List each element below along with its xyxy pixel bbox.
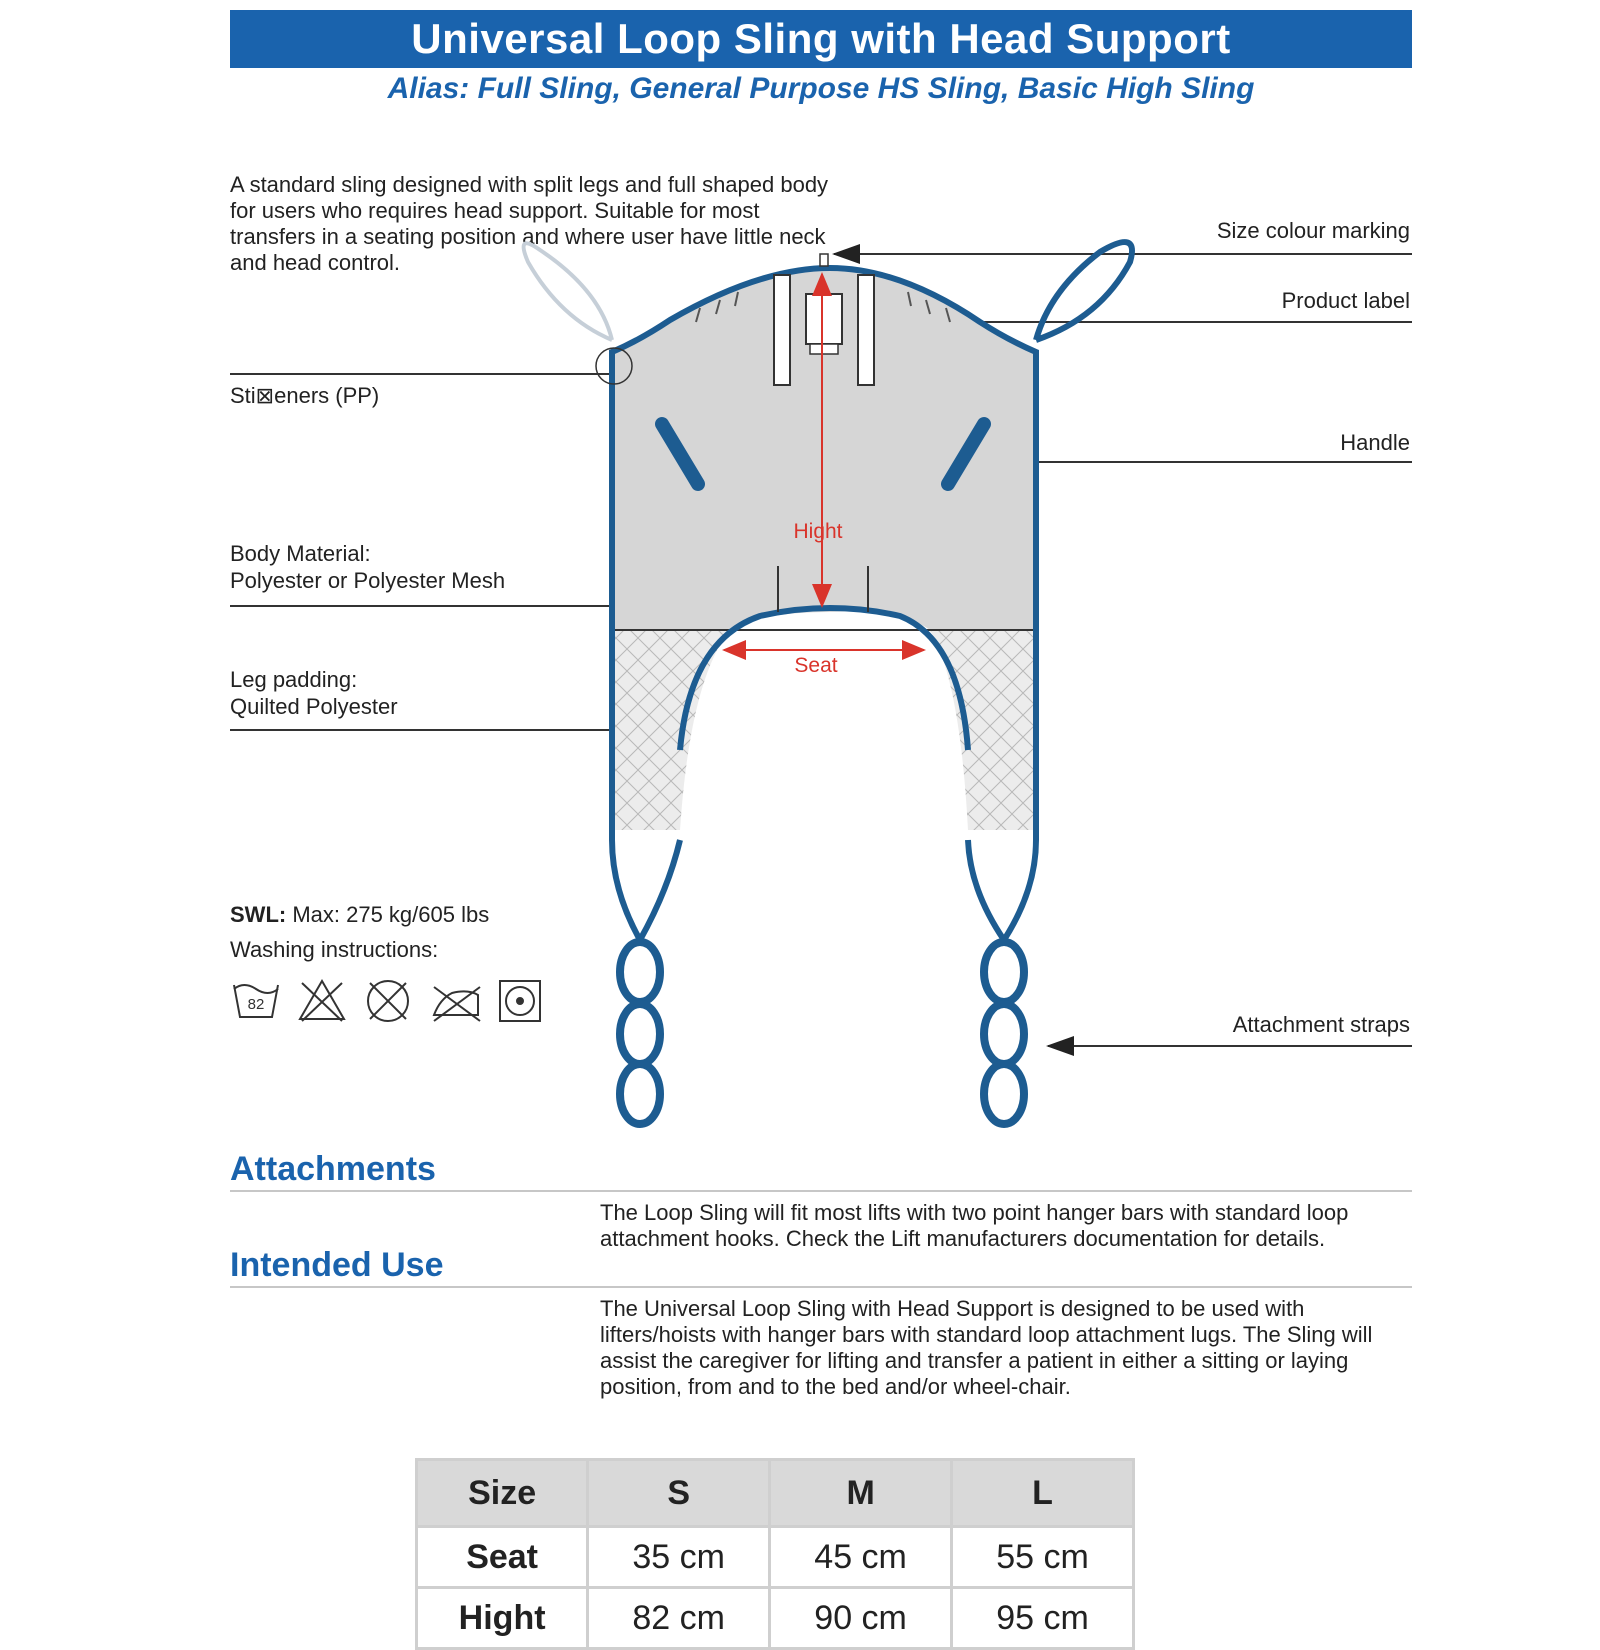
no-tumble-dry-icon	[368, 981, 408, 1021]
product-label-label: Product label	[1281, 288, 1410, 313]
body-material-value: Polyester or Polyester Mesh	[230, 568, 506, 593]
hight-dimension-label: Hight	[793, 520, 843, 543]
size-s-header: S	[588, 1460, 770, 1527]
seat-s-value: 35 cm	[588, 1527, 770, 1588]
attachments-heading: Attachments	[230, 1150, 436, 1188]
attachment-straps-left	[620, 942, 660, 1124]
attachment-straps-right	[984, 942, 1024, 1124]
wash-82-icon	[234, 985, 278, 1017]
hight-row-label: Hight	[417, 1588, 588, 1649]
handle-label: Handle	[1340, 430, 1410, 455]
no-bleach-icon	[300, 981, 344, 1021]
size-m-header: M	[770, 1460, 952, 1527]
size-table-header	[417, 1460, 1134, 1527]
head-loop-right	[1036, 242, 1132, 340]
swl-label: SWL:	[230, 902, 287, 927]
leg-padding-left	[612, 630, 730, 830]
product-label-box	[806, 294, 842, 344]
attachments-text: The Loop Sling will fit most lifts with two point hanger bars with standard loop attachment hooks. Check the Lift manufacturers documentation for details.	[600, 1200, 1349, 1251]
swl-value: Max: 275 kg/605 lbs	[292, 902, 490, 927]
size-header: Size	[417, 1460, 588, 1527]
no-iron-icon	[434, 987, 480, 1021]
size-l-header: L	[952, 1460, 1134, 1527]
intended-use-text: The Universal Loop Sling with Head Support is designed to be used with lifters/hoists with hanger bars with standard loop attachment lugs. The Sling will assist the caregiver for lifting and transfer a patient in either a sitting or laying position, from and to the bed and/or wheel-chair.	[600, 1296, 1373, 1399]
washing-title: Washing instructions:	[230, 937, 439, 962]
svg-text:82: 82	[247, 996, 265, 1013]
table-row	[417, 1527, 1134, 1588]
stiffener-right	[858, 275, 874, 385]
body-material-title: Body Material:	[230, 541, 371, 566]
seat-l-value: 55 cm	[952, 1527, 1134, 1588]
attachment-straps-label: Attachment straps	[1232, 1012, 1410, 1037]
leg-padding-title: Leg padding:	[230, 667, 358, 692]
swl-line	[230, 902, 489, 928]
divider-intended-use	[230, 1286, 1412, 1288]
leg-padding-value: Quilted Polyester	[230, 694, 398, 719]
hight-s-value: 82 cm	[588, 1588, 770, 1649]
size-table	[415, 1458, 1135, 1650]
stiffeners-label: Sti⊠eners (PP)	[230, 383, 380, 408]
hight-l-value: 95 cm	[952, 1588, 1134, 1649]
hight-m-value: 90 cm	[770, 1588, 952, 1649]
stiffener-left	[774, 275, 790, 385]
table-row	[417, 1588, 1134, 1649]
intended-use-heading: Intended Use	[230, 1246, 444, 1284]
head-loop-left	[524, 243, 612, 340]
size-colour-marking-label: Size colour marking	[1216, 218, 1410, 243]
divider-attachments	[230, 1190, 1412, 1192]
page-title: Universal Loop Sling with Head Support	[411, 15, 1231, 62]
seat-dimension-label: Seat	[794, 654, 838, 677]
product-description: A standard sling designed with split legs and full shaped body for users who requires head support. Suitable for most transfers in a seating position and where user have little neck and head control.	[230, 172, 829, 275]
size-colour-marker	[820, 254, 828, 266]
dry-clean-icon	[500, 981, 540, 1021]
alias-subtitle: Alias: Full Sling, General Purpose HS Sling, Basic High Sling	[387, 72, 1255, 105]
seat-row-label: Seat	[417, 1527, 588, 1588]
leg-strap-right	[968, 840, 1036, 940]
leg-strap-left	[612, 840, 680, 940]
seat-m-value: 45 cm	[770, 1527, 952, 1588]
washing-icons	[230, 975, 550, 1027]
